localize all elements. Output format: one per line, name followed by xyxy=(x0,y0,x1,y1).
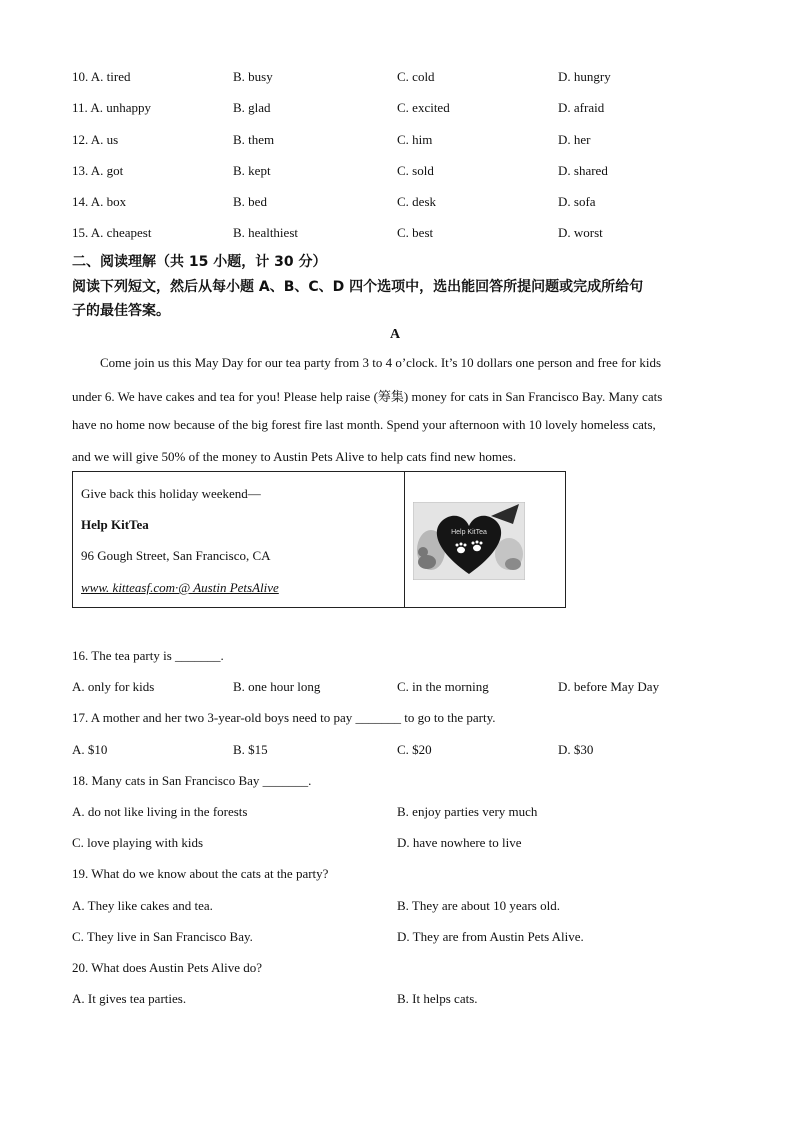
question-17-option-c: C. $20 xyxy=(397,742,432,757)
question-18-option-a: A. do not like living in the forests xyxy=(72,804,248,819)
question-20-option-b: B. It helps cats. xyxy=(397,991,478,1006)
poster-address: 96 Gough Street, San Francisco, CA xyxy=(81,548,271,563)
question-19-stem: 19. What do we know about the cats at the party? xyxy=(72,866,329,881)
option-15-c: C. best xyxy=(397,225,434,240)
option-15-b: B. healthiest xyxy=(233,225,298,240)
question-16-stem: 16. The tea party is _______. xyxy=(72,648,224,663)
option-10-d: D. hungry xyxy=(558,69,611,84)
option-10-b: B. busy xyxy=(233,69,273,84)
option-12-a: 12. A. us xyxy=(72,132,119,147)
section-instruction-line2: 子的最佳答案。 xyxy=(72,303,170,319)
option-13-b: B. kept xyxy=(233,163,271,178)
section-instruction-line1: 阅读下列短文，然后从每小题 A、B、C、D 四个选项中，选出能回答所提问题或完成所给句 xyxy=(72,279,644,295)
question-19-option-b: B. They are about 10 years old. xyxy=(397,898,560,913)
option-10-a: 10. A. tired xyxy=(72,69,131,84)
poster-link[interactable]: www. kitteasf.com·@ Austin PetsAlive xyxy=(81,580,279,595)
question-18-option-c: C. love playing with kids xyxy=(72,835,204,850)
question-19-option-a: A. They like cakes and tea. xyxy=(72,898,213,913)
question-17-option-b: B. $15 xyxy=(233,742,268,757)
question-19-option-c: C. They live in San Francisco Bay. xyxy=(72,929,253,944)
option-15-a: 15. A. cheapest xyxy=(72,225,152,240)
question-20-option-a: A. It gives tea parties. xyxy=(72,991,187,1006)
option-15-d: D. worst xyxy=(558,225,603,240)
question-17-option-a: A. $10 xyxy=(72,742,108,757)
option-11-d: D. afraid xyxy=(558,100,605,115)
question-18-stem: 18. Many cats in San Francisco Bay _______. xyxy=(72,773,312,788)
heart-cat-image-svg xyxy=(413,502,525,580)
poster-box xyxy=(72,471,566,608)
image-text: Help KitTea xyxy=(451,529,487,536)
passage-line-1: Come join us this May Day for our tea party from 3 to 4 o’clock. It’s 10 dollars one person and free for kids xyxy=(100,355,662,370)
passage-line-3: have no home now because of the big forest fire last month. Spend your afternoon with 10 lovely homeless cats, xyxy=(72,417,656,432)
option-14-c: C. desk xyxy=(397,194,436,209)
option-10-c: C. cold xyxy=(397,69,435,84)
question-20-stem: 20. What does Austin Pets Alive do? xyxy=(72,960,263,975)
question-17-option-d: D. $30 xyxy=(558,742,594,757)
heart-cat-paw-image xyxy=(413,502,525,580)
question-17-stem: 17. A mother and her two 3-year-old boys need to pay _______ to go to the party. xyxy=(72,710,496,725)
poster-line-1: Give back this holiday weekend— xyxy=(81,486,261,501)
option-13-c: C. sold xyxy=(397,163,434,178)
option-13-a: 13. A. got xyxy=(72,163,124,178)
question-16-option-b: B. one hour long xyxy=(233,679,321,694)
question-16-option-c: C. in the morning xyxy=(397,679,489,694)
passage-line-4: and we will give 50% of the money to Austin Pets Alive to help cats find new homes. xyxy=(72,449,517,464)
option-12-c: C. him xyxy=(397,132,433,147)
option-14-d: D. sofa xyxy=(558,194,596,209)
option-12-b: B. them xyxy=(233,132,275,147)
question-16-option-d: D. before May Day xyxy=(558,679,660,694)
passage-label: A xyxy=(390,327,401,342)
question-18-option-b: B. enjoy parties very much xyxy=(397,804,538,819)
question-18-option-d: D. have nowhere to live xyxy=(397,835,522,850)
option-13-d: D. shared xyxy=(558,163,608,178)
option-14-b: B. bed xyxy=(233,194,267,209)
poster-divider xyxy=(404,472,405,607)
passage-line-2: under 6. We have cakes and tea for you! Please help raise (筹集) money for cats in San Francisco Bay. Many cats xyxy=(72,389,663,404)
section-heading: 二、阅读理解（共 15 小题，计 30 分） xyxy=(72,254,327,270)
question-16-option-a: A. only for kids xyxy=(72,679,155,694)
option-11-b: B. glad xyxy=(233,100,271,115)
option-12-d: D. her xyxy=(558,132,591,147)
question-19-option-d: D. They are from Austin Pets Alive. xyxy=(397,929,584,944)
poster-title: Help KitTea xyxy=(81,517,149,532)
option-11-c: C. excited xyxy=(397,100,450,115)
option-11-a: 11. A. unhappy xyxy=(72,100,151,115)
option-14-a: 14. A. box xyxy=(72,194,127,209)
